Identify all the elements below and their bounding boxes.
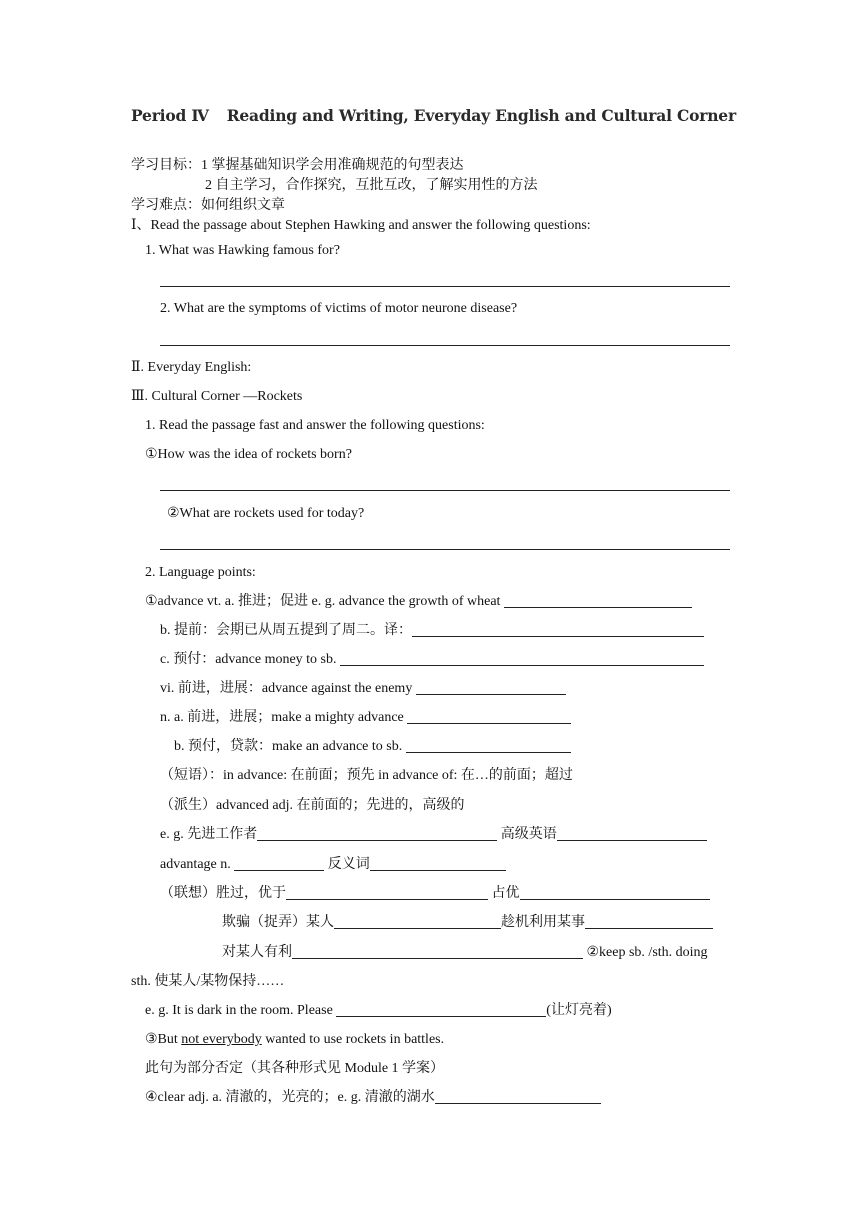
lp-advance-n-a: n. a. 前进，进展；make a mighty advance: [160, 709, 571, 727]
lp-advance-n-b: b. 预付，贷款：make an advance to sb.: [174, 738, 571, 756]
blank[interactable]: [407, 709, 571, 724]
blank[interactable]: [412, 622, 704, 637]
page-title: [131, 106, 736, 125]
lp-partial-negation-note: 此句为部分否定（其各种形式见 Module 1 学案）: [145, 1061, 445, 1076]
blank[interactable]: [292, 944, 583, 959]
section3-question-2: ②What are rockets used for today?: [167, 506, 365, 521]
blank[interactable]: [406, 738, 571, 753]
blank[interactable]: [340, 651, 704, 666]
blank[interactable]: [370, 856, 506, 871]
lp-partial-negation: ③But not everybody wanted to use rockets in battles.: [145, 1032, 445, 1047]
lp-association-2: 欺骗（捉弄）某人 趁机利用某事: [222, 914, 713, 932]
blank[interactable]: [234, 856, 324, 871]
answer-line[interactable]: [160, 549, 730, 550]
answer-line[interactable]: [160, 490, 730, 491]
objectives-line-2: 2 自主学习，合作探究，互批互改，了解实用性的方法: [205, 178, 538, 193]
blank[interactable]: [520, 885, 710, 900]
lp-advance-vt: ①advance vt. a. 推进；促进 e. g. advance the growth of wheat: [145, 593, 692, 611]
blank[interactable]: [416, 680, 566, 695]
blank[interactable]: [557, 826, 707, 841]
section1-heading: Ⅰ、Read the passage about Stephen Hawking and answer the following questions:: [131, 218, 591, 233]
lp-phrases: （短语）：in advance: 在前面；预先 in advance of: 在…的前面；超过: [160, 768, 573, 783]
lp-keep-example: e. g. It is dark in the room. Please (让灯亮着): [145, 1003, 612, 1018]
section1-question-2: 2. What are the symptoms of victims of motor neurone disease?: [160, 301, 518, 316]
answer-line[interactable]: [160, 286, 730, 287]
section3-heading: Ⅲ. Cultural Corner —Rockets: [131, 389, 303, 404]
blank[interactable]: [334, 914, 501, 929]
lp-derived: （派生）advanced adj. 在前面的；先进的，高级的: [160, 798, 465, 813]
blank[interactable]: [435, 1089, 601, 1104]
blank[interactable]: [257, 826, 497, 841]
lp-advance-c: c. 预付：advance money to sb.: [160, 651, 704, 669]
lp-advantage: advantage n. 反义词: [160, 856, 506, 874]
underlined-phrase: not everybody: [181, 1032, 262, 1047]
lp-clear: ④clear adj. a. 清澈的，光亮的；e. g. 清澈的湖水: [145, 1089, 601, 1107]
blank[interactable]: [336, 1002, 546, 1017]
lp-example-advanced: e. g. 先进工作者 高级英语: [160, 826, 707, 844]
section1-question-1: 1. What was Hawking famous for?: [145, 243, 340, 258]
section3-question-1: ①How was the idea of rockets born?: [145, 447, 352, 462]
blank[interactable]: [286, 885, 488, 900]
title-topic: Reading and Writing, Everyday English and Cultural Corner: [226, 106, 736, 125]
blank[interactable]: [504, 593, 692, 608]
section2-heading: Ⅱ. Everyday English:: [131, 360, 252, 375]
lp-keep-meaning: sth. 使某人/某物保持……: [131, 974, 285, 989]
lp-advance-vi: vi. 前进，进展：advance against the enemy: [160, 680, 566, 698]
section3-task-2: 2. Language points:: [145, 565, 256, 580]
section3-task-1: 1. Read the passage fast and answer the following questions:: [145, 418, 485, 433]
lp-association-3: 对某人有利 ②keep sb. /sth. doing: [222, 945, 708, 960]
lp-advance-b: b. 提前：会期已从周五提到了周二。译：: [160, 622, 704, 640]
answer-line[interactable]: [160, 345, 730, 346]
difficulty-line: 学习难点：如何组织文章: [131, 198, 285, 213]
period-label: Period Ⅳ: [131, 106, 209, 125]
blank[interactable]: [585, 914, 713, 929]
objectives-line-1: 学习目标：1 掌握基础知识学会用准确规范的句型表达: [131, 158, 464, 173]
lp-association: （联想）胜过，优于 占优: [160, 885, 710, 903]
